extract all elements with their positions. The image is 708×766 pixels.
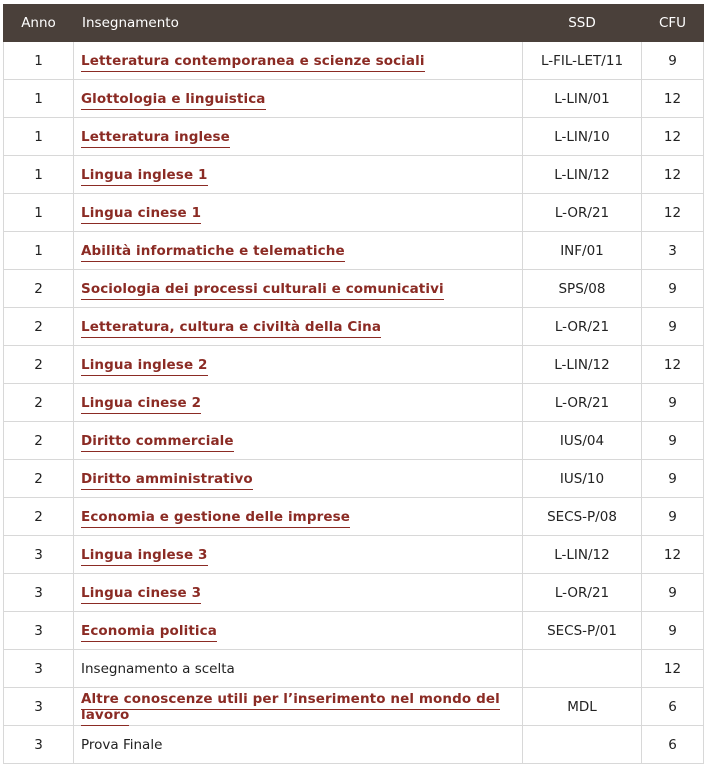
cell-cfu: 12 <box>642 536 704 574</box>
cell-cfu: 9 <box>642 460 704 498</box>
course-link[interactable]: Letteratura contemporanea e scienze sociali <box>81 53 425 72</box>
cell-cfu: 12 <box>642 194 704 232</box>
cell-ssd: SECS-P/01 <box>523 612 642 650</box>
cell-insegnamento <box>74 498 523 536</box>
cell-ssd: L-FIL-LET/11 <box>523 42 642 80</box>
cell-ssd: L-LIN/01 <box>523 80 642 118</box>
cell-cfu: 12 <box>642 650 704 688</box>
cell-anno: 3 <box>4 688 74 726</box>
cell-ssd: L-OR/21 <box>523 384 642 422</box>
cell-anno: 2 <box>4 498 74 536</box>
course-link[interactable]: Lingua inglese 2 <box>81 357 208 376</box>
column-header-insegnamento: Insegnamento <box>74 5 523 42</box>
cell-insegnamento <box>74 422 523 460</box>
cell-ssd: L-LIN/12 <box>523 156 642 194</box>
cell-insegnamento <box>74 612 523 650</box>
cell-cfu: 9 <box>642 574 704 612</box>
cell-anno: 3 <box>4 574 74 612</box>
column-header-ssd: SSD <box>523 5 642 42</box>
cell-anno: 3 <box>4 536 74 574</box>
course-link[interactable]: Lingua inglese 3 <box>81 547 208 566</box>
table-row <box>4 194 704 232</box>
column-header-anno: Anno <box>4 5 74 42</box>
course-name: Prova Finale <box>81 736 163 753</box>
cell-insegnamento <box>74 308 523 346</box>
cell-ssd: L-OR/21 <box>523 308 642 346</box>
table-row <box>4 156 704 194</box>
table-row <box>4 498 704 536</box>
table-row <box>4 536 704 574</box>
course-name: Insegnamento a scelta <box>81 660 235 677</box>
cell-anno: 3 <box>4 650 74 688</box>
cell-anno: 2 <box>4 308 74 346</box>
cell-insegnamento <box>74 80 523 118</box>
table-row <box>4 422 704 460</box>
cell-ssd: IUS/10 <box>523 460 642 498</box>
cell-insegnamento <box>74 650 523 688</box>
cell-cfu: 12 <box>642 346 704 384</box>
cell-cfu: 9 <box>642 612 704 650</box>
column-header-cfu: CFU <box>642 5 704 42</box>
cell-ssd: L-LIN/12 <box>523 536 642 574</box>
cell-anno: 1 <box>4 194 74 232</box>
course-link[interactable]: Diritto commerciale <box>81 433 234 452</box>
table-row <box>4 612 704 650</box>
cell-cfu: 9 <box>642 42 704 80</box>
cell-insegnamento <box>74 270 523 308</box>
course-link[interactable]: Economia politica <box>81 623 217 642</box>
cell-insegnamento <box>74 460 523 498</box>
course-plan-table <box>3 4 704 764</box>
cell-cfu: 9 <box>642 384 704 422</box>
cell-anno: 1 <box>4 156 74 194</box>
cell-insegnamento <box>74 232 523 270</box>
course-link[interactable]: Glottologia e linguistica <box>81 91 266 110</box>
cell-anno: 2 <box>4 422 74 460</box>
cell-cfu: 9 <box>642 270 704 308</box>
cell-insegnamento <box>74 384 523 422</box>
cell-insegnamento <box>74 726 523 764</box>
cell-anno: 3 <box>4 726 74 764</box>
cell-ssd: SECS-P/08 <box>523 498 642 536</box>
cell-cfu: 9 <box>642 498 704 536</box>
course-link[interactable]: Letteratura inglese <box>81 129 230 148</box>
course-link[interactable]: Letteratura, cultura e civiltà della Cina <box>81 319 381 338</box>
table-header-row <box>4 5 704 42</box>
course-link[interactable]: Lingua cinese 2 <box>81 395 201 414</box>
cell-ssd: L-OR/21 <box>523 574 642 612</box>
cell-insegnamento <box>74 688 523 726</box>
table-body <box>4 42 704 764</box>
cell-ssd: L-LIN/12 <box>523 346 642 384</box>
cell-cfu: 9 <box>642 308 704 346</box>
course-link[interactable]: Economia e gestione delle imprese <box>81 509 350 528</box>
cell-insegnamento <box>74 118 523 156</box>
table-header <box>4 5 704 42</box>
table-row <box>4 574 704 612</box>
table-row <box>4 308 704 346</box>
cell-insegnamento <box>74 194 523 232</box>
cell-anno: 2 <box>4 460 74 498</box>
cell-cfu: 12 <box>642 80 704 118</box>
table-row <box>4 688 704 726</box>
cell-insegnamento <box>74 42 523 80</box>
cell-anno: 1 <box>4 42 74 80</box>
cell-ssd <box>523 726 642 764</box>
course-link[interactable]: Diritto amministrativo <box>81 471 253 490</box>
cell-insegnamento <box>74 536 523 574</box>
cell-cfu: 6 <box>642 688 704 726</box>
table-row <box>4 460 704 498</box>
cell-anno: 2 <box>4 270 74 308</box>
table-row <box>4 232 704 270</box>
table-row <box>4 726 704 764</box>
cell-ssd: L-OR/21 <box>523 194 642 232</box>
cell-ssd: MDL <box>523 688 642 726</box>
table-row <box>4 384 704 422</box>
table-row <box>4 270 704 308</box>
course-link[interactable]: Lingua inglese 1 <box>81 167 208 186</box>
cell-ssd: SPS/08 <box>523 270 642 308</box>
table-row <box>4 118 704 156</box>
cell-anno: 2 <box>4 346 74 384</box>
cell-ssd: L-LIN/10 <box>523 118 642 156</box>
cell-insegnamento <box>74 574 523 612</box>
cell-ssd: INF/01 <box>523 232 642 270</box>
course-link[interactable]: Lingua cinese 3 <box>81 585 201 604</box>
cell-ssd: IUS/04 <box>523 422 642 460</box>
cell-anno: 1 <box>4 232 74 270</box>
table-row <box>4 650 704 688</box>
course-link[interactable]: Lingua cinese 1 <box>81 205 201 224</box>
table-row <box>4 42 704 80</box>
cell-anno: 1 <box>4 118 74 156</box>
cell-anno: 3 <box>4 612 74 650</box>
course-link[interactable]: Altre conoscenze utili per l’inserimento nel mondo del lavoro <box>81 691 500 726</box>
course-link[interactable]: Sociologia dei processi culturali e comunicativi <box>81 281 444 300</box>
cell-ssd <box>523 650 642 688</box>
cell-cfu: 3 <box>642 232 704 270</box>
cell-cfu: 12 <box>642 156 704 194</box>
cell-cfu: 12 <box>642 118 704 156</box>
cell-insegnamento <box>74 156 523 194</box>
table-row <box>4 346 704 384</box>
cell-anno: 1 <box>4 80 74 118</box>
cell-insegnamento <box>74 346 523 384</box>
cell-cfu: 6 <box>642 726 704 764</box>
course-link[interactable]: Abilità informatiche e telematiche <box>81 243 345 262</box>
cell-cfu: 9 <box>642 422 704 460</box>
table-row <box>4 80 704 118</box>
cell-anno: 2 <box>4 384 74 422</box>
